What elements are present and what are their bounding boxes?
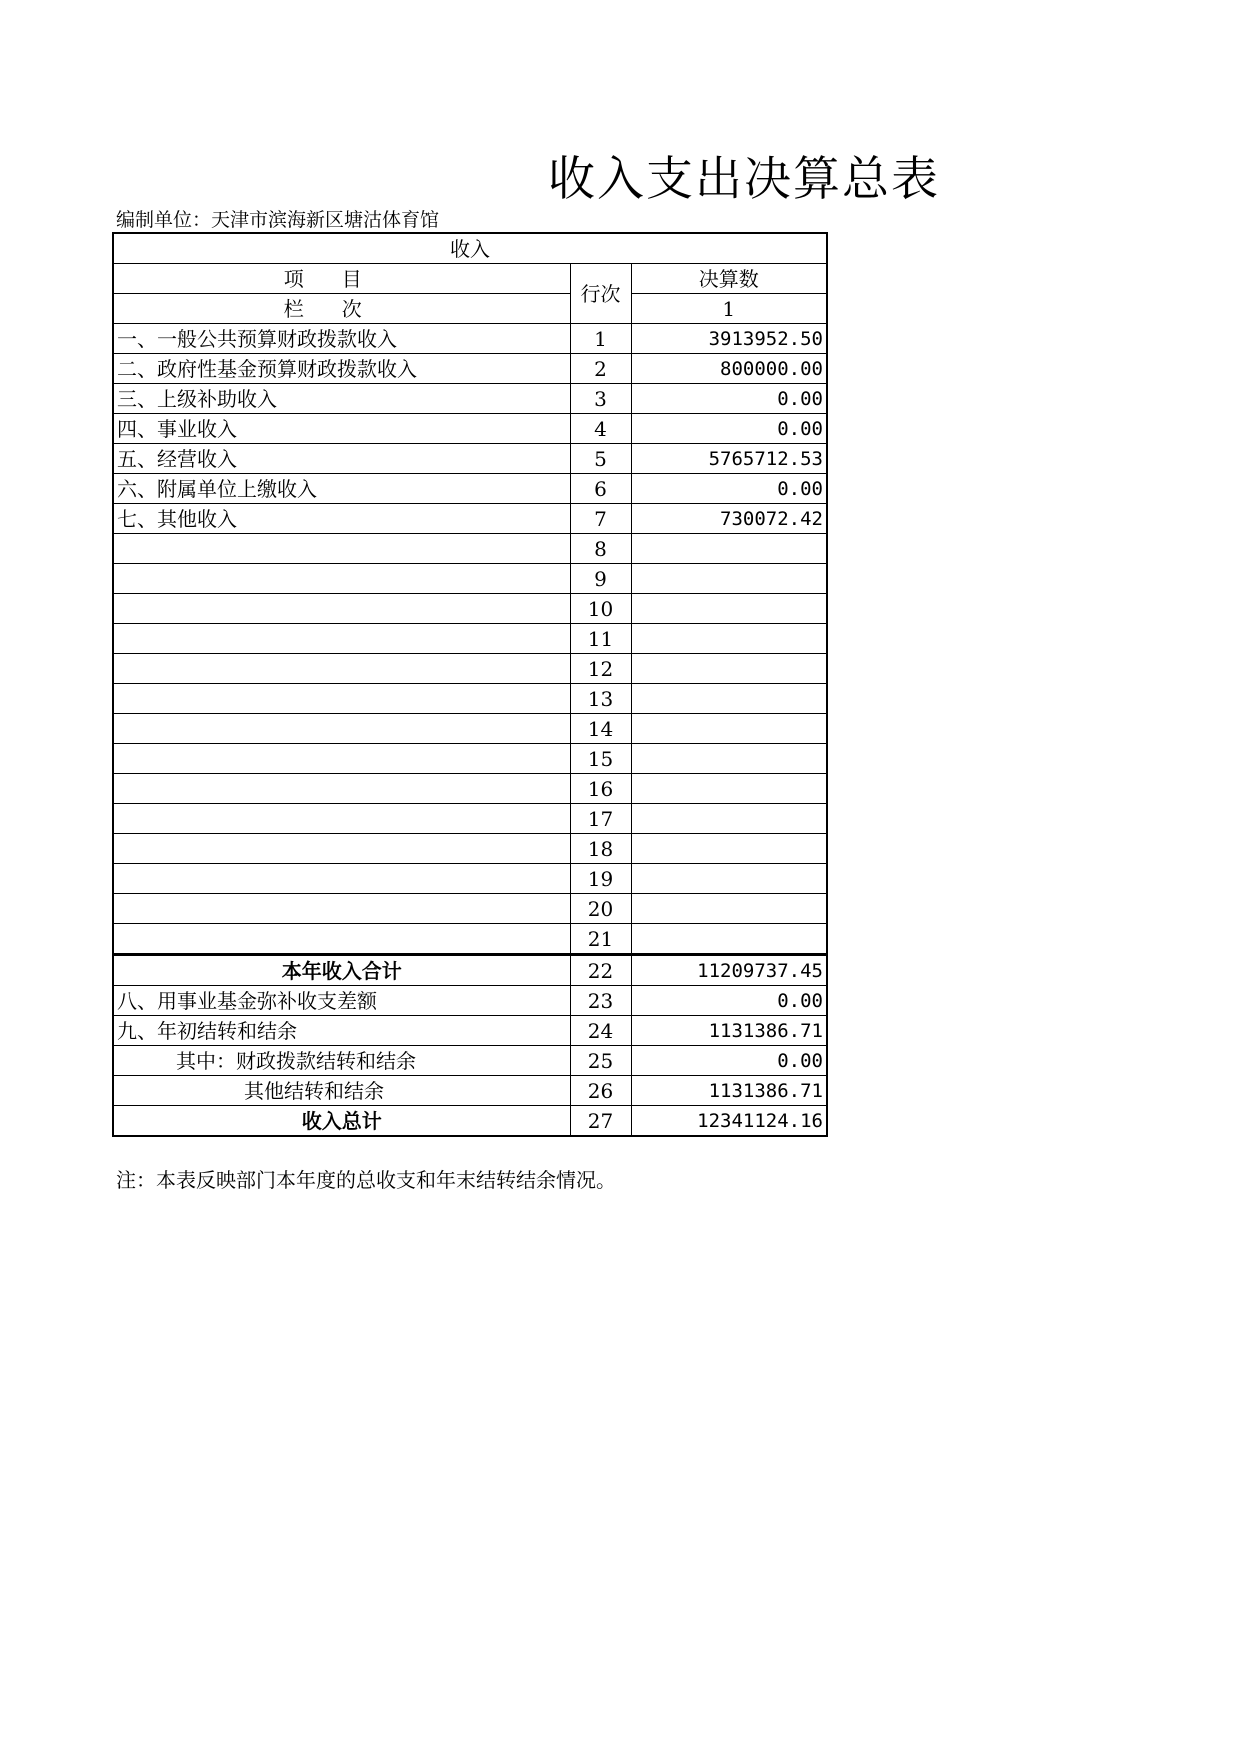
line-number-cell: 9 <box>570 564 631 594</box>
column-header-row <box>113 264 827 294</box>
table-row <box>113 894 827 924</box>
table-row <box>113 714 827 744</box>
item-cell <box>113 744 570 774</box>
report-title: 收入支出决算总表 <box>548 152 940 207</box>
amount-cell <box>631 774 827 804</box>
line-number-cell: 8 <box>570 534 631 564</box>
table-row <box>113 414 827 444</box>
line-number-cell: 25 <box>570 1046 631 1076</box>
item-cell <box>113 654 570 684</box>
line-number-cell: 22 <box>570 955 631 986</box>
item-cell: 其他结转和结余 <box>113 1076 570 1106</box>
amount-cell: 3913952.50 <box>631 324 827 354</box>
amount-cell <box>631 654 827 684</box>
item-cell: 五、经营收入 <box>113 444 570 474</box>
footnote: 注：本表反映部门本年度的总收支和年末结转结余情况。 <box>116 1168 616 1192</box>
compiling-unit: 编制单位：天津市滨海新区塘沽体育馆 <box>116 209 440 231</box>
table-row <box>113 444 827 474</box>
amount-cell: 730072.42 <box>631 504 827 534</box>
table-row <box>113 1076 827 1106</box>
amount-cell: 1131386.71 <box>631 1016 827 1046</box>
table-row <box>113 504 827 534</box>
col-item-header: 项目 <box>113 264 570 294</box>
table-row <box>113 804 827 834</box>
table-row <box>113 324 827 354</box>
amount-cell <box>631 714 827 744</box>
line-number-cell: 24 <box>570 1016 631 1046</box>
amount-cell: 0.00 <box>631 986 827 1016</box>
amount-cell: 1131386.71 <box>631 1076 827 1106</box>
line-number-cell: 26 <box>570 1076 631 1106</box>
table-row <box>113 624 827 654</box>
income-table <box>112 232 828 1137</box>
item-cell: 一、一般公共预算财政拨款收入 <box>113 324 570 354</box>
table-row <box>113 744 827 774</box>
item-cell <box>113 774 570 804</box>
item-cell: 四、事业收入 <box>113 414 570 444</box>
col-amount-header: 决算数 <box>631 264 827 294</box>
item-cell: 二、政府性基金预算财政拨款收入 <box>113 354 570 384</box>
line-number-cell: 20 <box>570 894 631 924</box>
line-number-cell: 13 <box>570 684 631 714</box>
amount-cell: 800000.00 <box>631 354 827 384</box>
item-cell <box>113 804 570 834</box>
amount-cell <box>631 534 827 564</box>
column-number-row <box>113 294 827 324</box>
table-row <box>113 474 827 504</box>
item-cell: 收入总计 <box>113 1106 570 1137</box>
amount-cell: 12341124.16 <box>631 1106 827 1137</box>
line-number-cell: 1 <box>570 324 631 354</box>
table-row <box>113 534 827 564</box>
col-line-header: 行次 <box>570 264 631 324</box>
line-number-cell: 17 <box>570 804 631 834</box>
line-number-cell: 2 <box>570 354 631 384</box>
amount-cell <box>631 744 827 774</box>
amount-cell <box>631 804 827 834</box>
item-cell: 其中：财政拨款结转和结余 <box>113 1046 570 1076</box>
line-number-cell: 6 <box>570 474 631 504</box>
line-number-cell: 12 <box>570 654 631 684</box>
amount-cell <box>631 894 827 924</box>
line-number-cell: 14 <box>570 714 631 744</box>
section-header-row <box>113 233 827 264</box>
subtotal-row <box>113 955 827 986</box>
line-number-cell: 16 <box>570 774 631 804</box>
table-row <box>113 864 827 894</box>
line-number-cell: 3 <box>570 384 631 414</box>
line-number-cell: 27 <box>570 1106 631 1137</box>
amount-cell: 5765712.53 <box>631 444 827 474</box>
table-row <box>113 924 827 955</box>
amount-cell: 0.00 <box>631 474 827 504</box>
line-number-cell: 10 <box>570 594 631 624</box>
table-row <box>113 1016 827 1046</box>
item-cell <box>113 534 570 564</box>
amount-cell <box>631 834 827 864</box>
amount-cell <box>631 564 827 594</box>
amount-cell: 11209737.45 <box>631 955 827 986</box>
item-cell <box>113 684 570 714</box>
line-number-cell: 5 <box>570 444 631 474</box>
table-row <box>113 594 827 624</box>
row-label-header: 栏次 <box>113 294 570 324</box>
table-row <box>113 684 827 714</box>
item-cell <box>113 864 570 894</box>
line-number-cell: 7 <box>570 504 631 534</box>
amount-cell <box>631 924 827 955</box>
table-row <box>113 986 827 1016</box>
item-cell <box>113 714 570 744</box>
line-number-cell: 23 <box>570 986 631 1016</box>
item-cell: 三、上级补助收入 <box>113 384 570 414</box>
line-number-cell: 21 <box>570 924 631 955</box>
line-number-cell: 15 <box>570 744 631 774</box>
amount-cell: 0.00 <box>631 1046 827 1076</box>
table-row <box>113 384 827 414</box>
line-number-cell: 19 <box>570 864 631 894</box>
table-row <box>113 654 827 684</box>
amount-col-number: 1 <box>631 294 827 324</box>
item-cell: 八、用事业基金弥补收支差额 <box>113 986 570 1016</box>
amount-cell <box>631 864 827 894</box>
item-cell <box>113 594 570 624</box>
amount-cell: 0.00 <box>631 414 827 444</box>
item-cell <box>113 564 570 594</box>
amount-cell <box>631 684 827 714</box>
item-cell <box>113 924 570 955</box>
item-cell <box>113 834 570 864</box>
line-number-cell: 4 <box>570 414 631 444</box>
item-cell <box>113 624 570 654</box>
item-cell <box>113 894 570 924</box>
total-row <box>113 1106 827 1137</box>
table-row <box>113 774 827 804</box>
section-header: 收入 <box>113 233 827 264</box>
item-cell: 七、其他收入 <box>113 504 570 534</box>
amount-cell: 0.00 <box>631 384 827 414</box>
table-row <box>113 834 827 864</box>
item-cell: 本年收入合计 <box>113 955 570 986</box>
amount-cell <box>631 594 827 624</box>
table-row <box>113 564 827 594</box>
table-row <box>113 1046 827 1076</box>
amount-cell <box>631 624 827 654</box>
item-cell: 六、附属单位上缴收入 <box>113 474 570 504</box>
item-cell: 九、年初结转和结余 <box>113 1016 570 1046</box>
line-number-cell: 11 <box>570 624 631 654</box>
table-row <box>113 354 827 384</box>
line-number-cell: 18 <box>570 834 631 864</box>
